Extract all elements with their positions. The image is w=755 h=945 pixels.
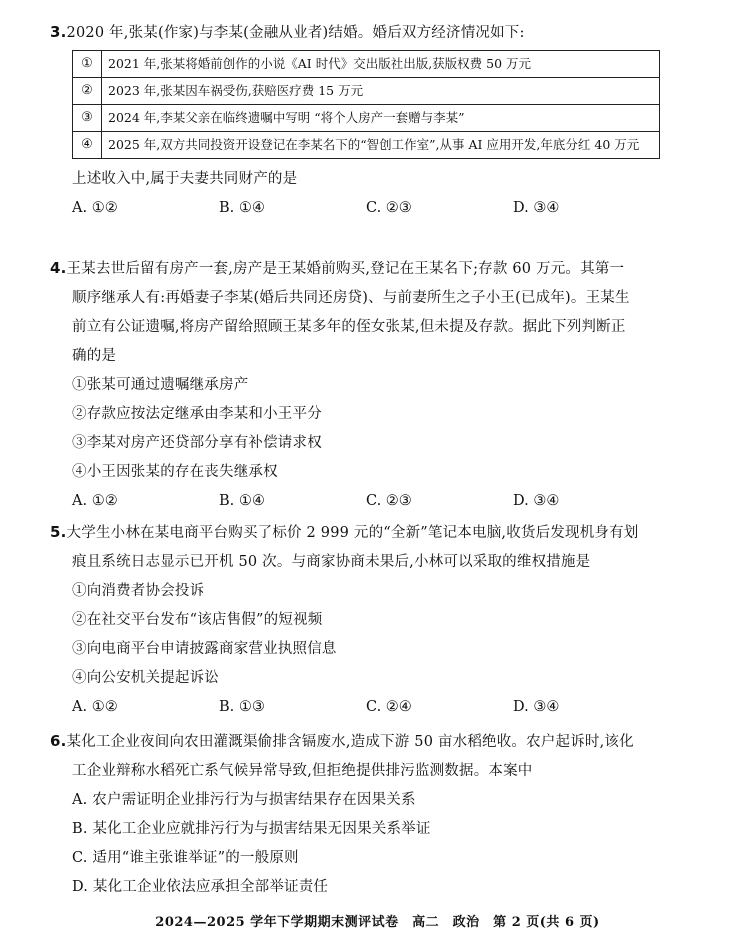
option-d[interactable]: D. ③④ bbox=[513, 493, 560, 509]
table-row bbox=[73, 105, 660, 132]
question-number: 3. bbox=[50, 23, 67, 41]
statement-item: ①张某可通过遗嘱继承房产 bbox=[72, 377, 249, 393]
table-row bbox=[73, 132, 660, 159]
row-text: 2023 年,张某因车祸受伤,获赔医疗费 15 万元 bbox=[102, 78, 660, 105]
row-text: 2021 年,张某将婚前创作的小说《AI 时代》交出版社出版,获版权费 50 万元 bbox=[102, 51, 660, 78]
question-6-stem-line: 工企业辩称水稻死亡系气候异常导致,但拒绝提供排污监测数据。本案中 bbox=[72, 763, 533, 779]
question-6 bbox=[50, 727, 715, 902]
option-a[interactable]: A. ①② bbox=[72, 699, 118, 715]
row-index: ③ bbox=[73, 105, 102, 132]
stem-text: 王某去世后留有房产一套,房产是王某婚前购买,登记在王某名下;存款 60 万元。其第一 bbox=[66, 261, 625, 277]
statement-item: ③向电商平台申请披露商家营业执照信息 bbox=[72, 641, 337, 657]
question-3-prompt: 上述收入中,属于夫妻共同财产的是 bbox=[72, 171, 298, 187]
statement-item: ④小王因张某的存在丧失继承权 bbox=[72, 464, 278, 480]
stem-text: 某化工企业夜间向农田灌溉渠偷排含镉废水,造成下游 50 亩水稻绝收。农户起诉时,该化 bbox=[66, 734, 634, 750]
option-c[interactable]: C. ②③ bbox=[366, 200, 412, 216]
question-4-stem-line bbox=[50, 254, 715, 284]
option-a[interactable]: A. ①② bbox=[72, 200, 118, 216]
stem-text: 2020 年,张某(作家)与李某(金融从业者)结婚。婚后双方经济情况如下: bbox=[66, 25, 525, 41]
question-5-stem-line: 痕且系统日志显示已开机 50 次。与商家协商未果后,小林可以采取的维权措施是 bbox=[72, 554, 591, 570]
question-number: 5. bbox=[50, 523, 67, 541]
option-b[interactable]: B. ①④ bbox=[219, 200, 265, 216]
option-d[interactable]: D. ③④ bbox=[513, 200, 560, 216]
question-6-stem-line bbox=[50, 727, 715, 757]
option-b[interactable]: B. ①③ bbox=[219, 699, 265, 715]
statement-item: ①向消费者协会投诉 bbox=[72, 583, 205, 599]
option-b[interactable]: B. 某化工企业应就排污行为与损害结果无因果关系举证 bbox=[72, 821, 431, 837]
question-number: 6. bbox=[50, 732, 67, 750]
question-4-stem-line: 顺序继承人有:再婚妻子李某(婚后共同还房贷)、与前妻所生之子小王(已成年)。王某生 bbox=[72, 290, 630, 306]
option-c[interactable]: C. ②④ bbox=[366, 699, 412, 715]
statement-item: ③李某对房产还贷部分享有补偿请求权 bbox=[72, 435, 322, 451]
question-number: 4. bbox=[50, 259, 67, 277]
row-index: ② bbox=[73, 78, 102, 105]
row-index: ④ bbox=[73, 132, 102, 159]
row-text: 2025 年,双方共同投资开设登记在李某名下的“智创工作室”,从事 AI 应用开发,年底分红 40 万元 bbox=[102, 132, 660, 159]
option-d[interactable]: D. 某化工企业依法应承担全部举证责任 bbox=[72, 879, 329, 895]
statement-item: ②存款应按法定继承由李某和小王平分 bbox=[72, 406, 322, 422]
question-4-options bbox=[50, 487, 715, 516]
statement-item: ④向公安机关提起诉讼 bbox=[72, 670, 219, 686]
question-4 bbox=[50, 254, 715, 516]
option-c[interactable]: C. 适用“谁主张谁举证”的一般原则 bbox=[72, 850, 299, 866]
row-index: ① bbox=[73, 51, 102, 78]
question-3-stem bbox=[50, 18, 715, 48]
question-4-stem-line: 前立有公证遗嘱,将房产留给照顾王某多年的侄女张某,但未提及存款。据此下列判断正 bbox=[72, 319, 626, 335]
stem-text: 大学生小林在某电商平台购买了标价 2 999 元的“全新”笔记本电脑,收货后发现机身有划 bbox=[66, 525, 639, 541]
option-a[interactable]: A. 农户需证明企业排污行为与损害结果存在因果关系 bbox=[72, 792, 416, 808]
table-row bbox=[73, 78, 660, 105]
table-row bbox=[73, 51, 660, 78]
option-c[interactable]: C. ②③ bbox=[366, 493, 412, 509]
option-d[interactable]: D. ③④ bbox=[513, 699, 560, 715]
fact-table bbox=[72, 50, 660, 159]
row-text: 2024 年,李某父亲在临终遗嘱中写明 “将个人房产一套赠与李某” bbox=[102, 105, 660, 132]
question-4-stem-line: 确的是 bbox=[72, 348, 117, 364]
question-3-options bbox=[50, 194, 715, 223]
question-5-stem-line bbox=[50, 518, 715, 548]
option-b[interactable]: B. ①④ bbox=[219, 493, 265, 509]
question-5-options bbox=[50, 693, 715, 722]
question-3 bbox=[50, 18, 715, 223]
question-5 bbox=[50, 518, 715, 722]
option-a[interactable]: A. ①② bbox=[72, 493, 118, 509]
statement-item: ②在社交平台发布“该店售假”的短视频 bbox=[72, 612, 323, 628]
page-footer: 2024—2025 学年下学期期末测评试卷 高二 政治 第 2 页(共 6 页) bbox=[155, 915, 600, 930]
